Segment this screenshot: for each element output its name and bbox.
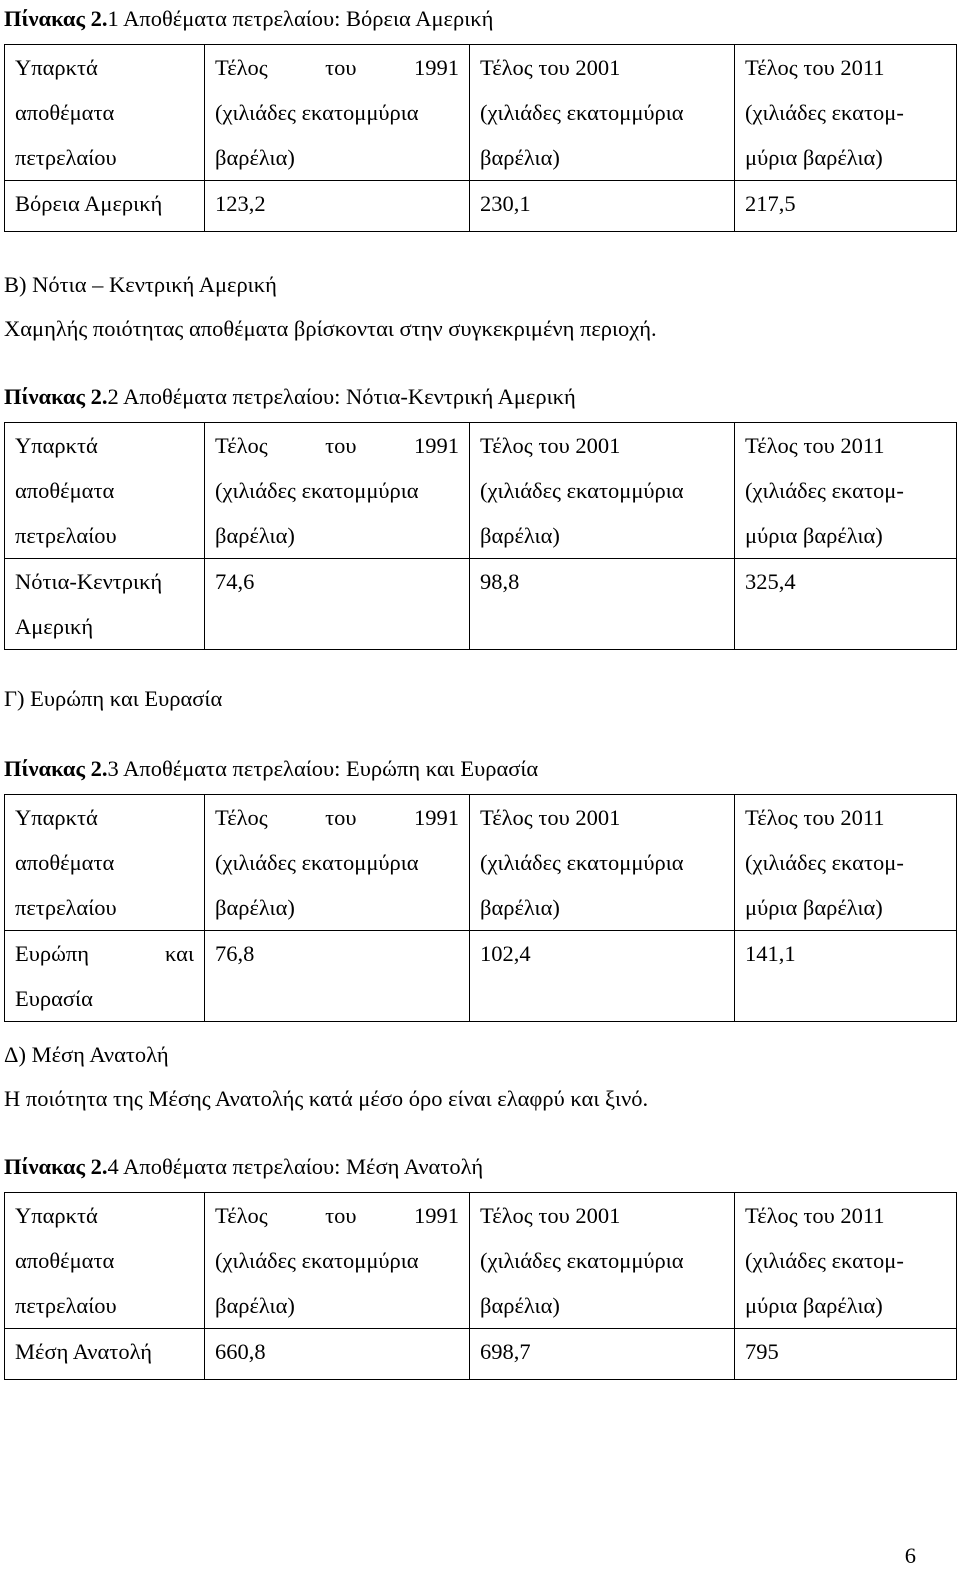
header-cell-2001: Τέλος του 2001 (χιλιάδες εκατομμύρια βαρέλια) (470, 45, 735, 181)
value-2011: 217,5 (735, 181, 957, 232)
header-cell-2011: Τέλος του 2011 (χιλιάδες εκατομ- μύρια βαρέλια) (735, 45, 957, 181)
table-caption-2-2: Πίνακας 2.2 Αποθέματα πετρελαίου: Νότια-Κεντρική Αμερική (4, 384, 576, 409)
header-cell-1991: Τέλος του 1991 (χιλιάδες εκατομμύρια βαρέλια) (205, 423, 470, 559)
section-text-d: Η ποιότητα της Μέσης Ανατολής κατά μέσο όρο είναι ελαφρύ και ξινό. (4, 1086, 649, 1111)
header-cell-reserves: Υπαρκτά αποθέματα πετρελαίου (5, 423, 205, 559)
header-cell-reserves: Υπαρκτά αποθέματα πετρελαίου (5, 1193, 205, 1329)
value-1991: 76,8 (205, 931, 470, 1022)
header-cell-1991: Τέλος του 1991 (χιλιάδες εκατομμύρια βαρέλια) (205, 45, 470, 181)
header-cell-2001: Τέλος του 2001 (χιλιάδες εκατομμύρια βαρέλια) (470, 1193, 735, 1329)
table-row (5, 181, 957, 232)
value-2011: 325,4 (735, 559, 957, 650)
section-heading-d: Δ) Μέση Ανατολή (4, 1042, 169, 1067)
header-cell-2001: Τέλος του 2001 (χιλιάδες εκατομμύρια βαρέλια) (470, 423, 735, 559)
header-cell-2011: Τέλος του 2011 (χιλιάδες εκατομ- μύρια βαρέλια) (735, 795, 957, 931)
header-cell-reserves: Υπαρκτά αποθέματα πετρελαίου (5, 795, 205, 931)
table-row (5, 1329, 957, 1380)
document-page (4, 0, 956, 1380)
value-2001: 102,4 (470, 931, 735, 1022)
header-cell-2011: Τέλος του 2011 (χιλιάδες εκατομ- μύρια βαρέλια) (735, 1193, 957, 1329)
region-cell: Βόρεια Αμερική (5, 181, 205, 232)
table-caption-2-4: Πίνακας 2.4 Αποθέματα πετρελαίου: Μέση Ανατολή (4, 1154, 484, 1179)
header-cell-1991: Τέλος του 1991 (χιλιάδες εκατομμύρια βαρέλια) (205, 795, 470, 931)
section-heading-c: Γ) Ευρώπη και Ευρασία (4, 686, 223, 711)
region-cell: Νότια-Κεντρική Αμερική (5, 559, 205, 650)
table-caption-2-3: Πίνακας 2.3 Αποθέματα πετρελαίου: Ευρώπη και Ευρασία (4, 756, 539, 781)
section-text-b: Χαμηλής ποιότητας αποθέματα βρίσκονται στην συγκεκριμένη περιοχή. (4, 316, 657, 341)
value-2001: 698,7 (470, 1329, 735, 1380)
page-number: 6 (904, 1543, 916, 1568)
value-1991: 660,8 (205, 1329, 470, 1380)
table-row (5, 559, 957, 650)
region-cell: Ευρώπη και Ευρασία (5, 931, 205, 1022)
value-2001: 98,8 (470, 559, 735, 650)
table-row (5, 931, 957, 1022)
header-cell-reserves: Υπαρκτά αποθέματα πετρελαίου (5, 45, 205, 181)
value-2001: 230,1 (470, 181, 735, 232)
table-2-4 (4, 1192, 957, 1380)
table-2-3 (4, 794, 957, 1022)
value-1991: 123,2 (205, 181, 470, 232)
value-2011: 141,1 (735, 931, 957, 1022)
header-row (5, 45, 957, 181)
header-cell-1991: Τέλος του 1991 (χιλιάδες εκατομμύρια βαρέλια) (205, 1193, 470, 1329)
header-cell-2011: Τέλος του 2011 (χιλιάδες εκατομ- μύρια βαρέλια) (735, 423, 957, 559)
header-row (5, 423, 957, 559)
header-row (5, 795, 957, 931)
section-heading-b: Β) Νότια – Κεντρική Αμερική (4, 272, 277, 297)
table-2-2 (4, 422, 957, 650)
value-1991: 74,6 (205, 559, 470, 650)
region-cell: Μέση Ανατολή (5, 1329, 205, 1380)
header-row (5, 1193, 957, 1329)
value-2011: 795 (735, 1329, 957, 1380)
table-caption-2-1: Πίνακας 2.1 Αποθέματα πετρελαίου: Βόρεια Αμερική (4, 6, 494, 31)
table-2-1 (4, 44, 957, 232)
header-cell-2001: Τέλος του 2001 (χιλιάδες εκατομμύρια βαρέλια) (470, 795, 735, 931)
